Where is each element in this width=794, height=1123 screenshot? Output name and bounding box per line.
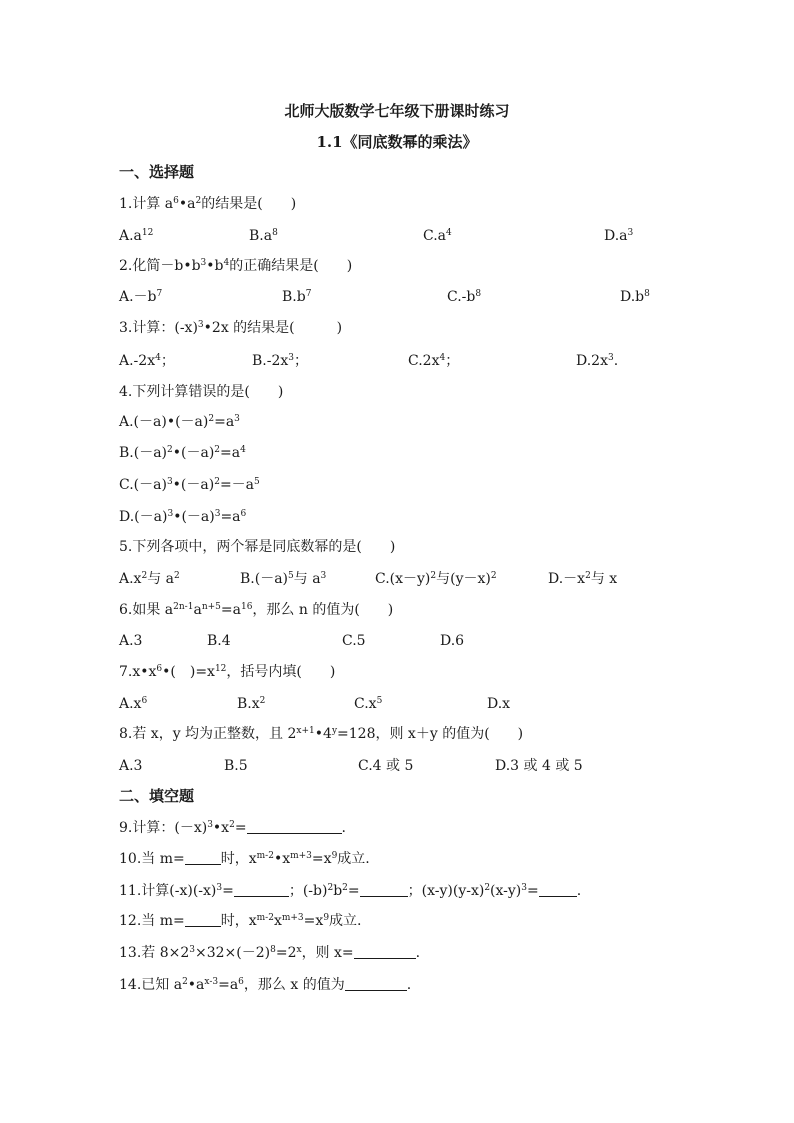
- question-7: $7.x•x^6•$( )$=x^{12}$，括号内填( ): [119, 664, 336, 680]
- q3-option-a: $A.-2x^4$；: [119, 353, 175, 369]
- q3-option-b: $B.-2x^3$；: [252, 353, 309, 369]
- question-10: 10.当 m= 时，$x^{m-2}•x^{m+3}=x^9$成立.: [119, 851, 370, 867]
- q1-option-d: $D.a^3$: [604, 228, 634, 244]
- question-8: 8.若 x，y 均为正整数，且 $2^{x+1}•4^y=128$，则 x＋y 的值为( ): [119, 726, 524, 742]
- answer-blank[interactable]: [539, 882, 577, 897]
- question-9: 9.计算：$(-x)^3•x^2=$ .: [119, 820, 346, 836]
- q8-option-d: D.3 或 4 或 5: [495, 758, 583, 774]
- q5-option-c: $C.(x-y)^2$与$(y-x)^2$: [375, 571, 497, 587]
- question-12: 12.当 m= 时，$x^{m-2}x^{m+3}=x^9$成立.: [119, 913, 362, 929]
- question-3: 3.计算：$(-x)^3•2x$ 的结果是( ): [119, 320, 343, 336]
- q4-option-a: $A.(-a)•(-a)^2=a^3$: [119, 414, 240, 430]
- answer-blank[interactable]: [354, 944, 416, 959]
- section-heading-fill: 二、填空题: [119, 787, 195, 805]
- question-1: 1.计算 $a^6•a^2$的结果是( ): [119, 196, 297, 212]
- answer-blank[interactable]: [345, 976, 407, 991]
- answer-blank[interactable]: [234, 882, 289, 897]
- q8-option-a: A.3: [119, 758, 143, 774]
- question-4: 4.下列计算错误的是( ): [119, 384, 284, 400]
- q1-option-a: $A.a^{12}$: [119, 228, 154, 244]
- q7-option-a: $A.x^6$: [119, 696, 148, 712]
- q7-option-c: $C.x^5$: [354, 696, 383, 712]
- q8-option-c: C.4 或 5: [358, 758, 414, 774]
- q8-option-b: B.5: [224, 758, 248, 774]
- q6-option-d: D.6: [440, 633, 465, 649]
- document-title: 北师大版数学七年级下册课时练习: [284, 102, 510, 120]
- question-6: 6.如果 $a^{2n-1}a^{n+5}=a^{16}$，那么 n 的值为( ): [119, 602, 394, 618]
- q7-option-b: $B.x^2$: [237, 696, 266, 712]
- q2-option-d: $D.b^8$: [620, 289, 650, 305]
- q5-option-d: $D.-x^2$与 x: [548, 571, 618, 587]
- document-subtitle: 1.1《同底数幂的乘法》: [316, 133, 478, 151]
- question-5: 5.下列各项中，两个幂是同底数幂的是( ): [119, 539, 396, 555]
- q4-option-b: $B.(-a)^2•(-a)^2=a^4$: [119, 445, 246, 461]
- q2-option-b: $B.b^7$: [282, 289, 312, 305]
- q5-option-a: $A.x^2$与 $a^2$: [119, 571, 180, 587]
- question-11: 11.计算$(-x)(-x)^3=$ ；$(-b)^2b^2=$ ；$(x-y)(y-x)^2(x-y)^3=$ .: [119, 883, 582, 899]
- answer-blank[interactable]: [247, 819, 342, 834]
- question-13: 13.若 $8\times 2^3\times 32\times(-2)^8=2^x$，则 x= .: [119, 945, 421, 961]
- q4-option-d: $D.(-a)^3•(-a)^3=a^6$: [119, 509, 247, 525]
- answer-blank[interactable]: [185, 850, 221, 865]
- q4-option-c: $C.(-a)^3•(-a)^2=-a^5$: [119, 477, 260, 493]
- question-14: 14.已知 $a^2•a^{x-3}=a^6$，那么 x 的值为 .: [119, 977, 412, 993]
- q1-option-c: $C.a^4$: [423, 228, 452, 244]
- q2-option-c: $C.-b^8$: [447, 289, 482, 305]
- q3-option-c: $C.2x^4$；: [408, 353, 460, 369]
- q5-option-b: $B.(-a)^5$与 $a^3$: [240, 571, 327, 587]
- q6-option-b: B.4: [207, 633, 231, 649]
- q1-option-b: $B.a^8$: [249, 228, 278, 244]
- q2-option-a: $A.-b^7$: [119, 289, 163, 305]
- question-2: 2.化简$-b•b^3•b^4$的正确结果是( ): [119, 258, 353, 274]
- q6-option-c: C.5: [342, 633, 366, 649]
- q6-option-a: A.3: [119, 633, 143, 649]
- section-heading-choice: 一、选择题: [119, 163, 195, 181]
- answer-blank[interactable]: [360, 882, 408, 897]
- answer-blank[interactable]: [185, 912, 221, 927]
- q3-option-d: $D.2x^3$.: [576, 353, 619, 369]
- q7-option-d: D.x: [487, 696, 511, 712]
